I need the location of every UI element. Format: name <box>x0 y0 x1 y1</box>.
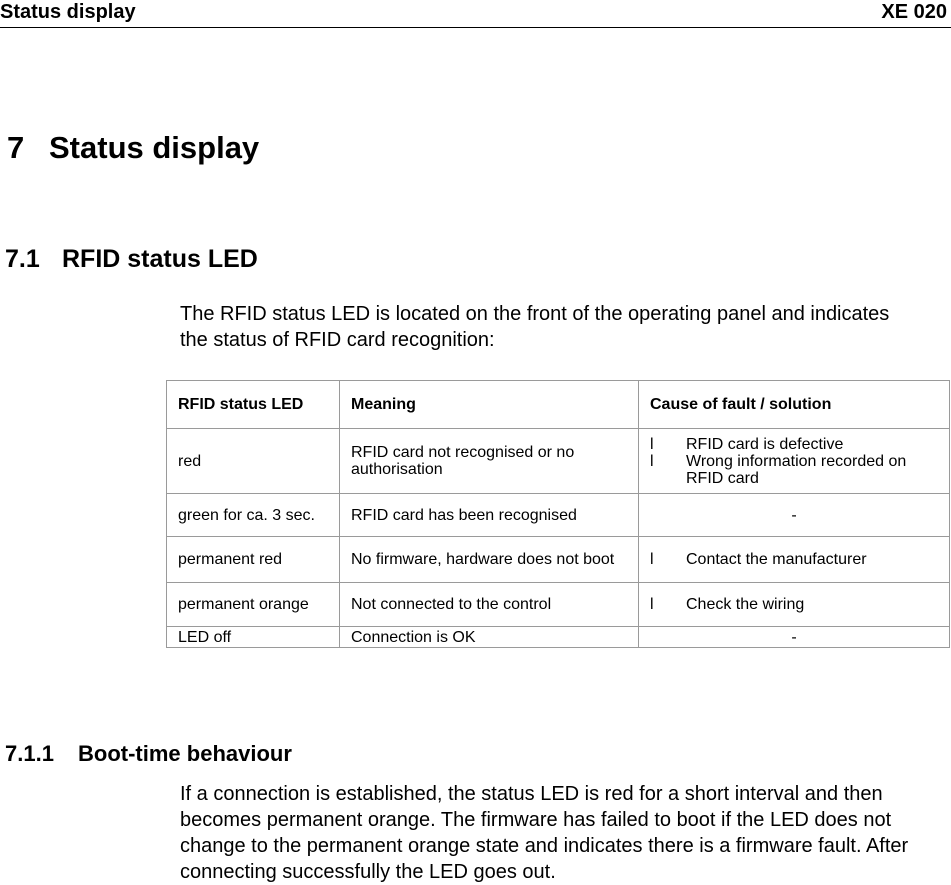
boot-behaviour-paragraph: If a connection is established, the status LED is red for a short interval and then becomes permanent orange. The firmware has failed to boot if the LED does not change to the permanent orange state and indicates there is a firmware fault. After connecting successfully the LED goes out. <box>180 783 909 883</box>
table-cell-status: permanent orange <box>167 583 340 627</box>
table-cell-meaning: Connection is OK <box>340 627 639 648</box>
bullet-text: RFID card is defective <box>686 435 844 453</box>
subsubsection-heading <box>5 740 292 767</box>
table-cell-status: red <box>167 429 340 494</box>
subsection-title: RFID status LED <box>62 245 258 273</box>
table-cell-meaning: Not connected to the control <box>340 583 639 627</box>
table-cell-status: green for ca. 3 sec. <box>167 494 340 537</box>
bullet-marker: l <box>650 452 654 470</box>
table-cell-cause <box>639 583 950 627</box>
table-row <box>167 429 950 494</box>
table-cell-meaning: No firmware, hardware does not boot <box>340 537 639 583</box>
header-chapter-title: Status display <box>0 1 136 23</box>
table-row <box>167 494 950 537</box>
subsection-number: 7.1 <box>5 245 40 273</box>
bullet-item <box>650 551 938 568</box>
subsubsection-title: Boot-time behaviour <box>78 741 292 766</box>
bullet-text: Contact the manufacturer <box>686 551 867 568</box>
bullet-item <box>650 596 938 613</box>
led-status-table <box>166 380 950 648</box>
table-header-cause: Cause of fault / solution <box>639 381 950 429</box>
intro-paragraph: The RFID status LED is located on the front of the operating panel and indicates the status of RFID card recognition: <box>180 303 890 351</box>
table-row <box>167 627 950 648</box>
table-row <box>167 583 950 627</box>
section-title: Status display <box>49 130 260 165</box>
table-cell-status: permanent red <box>167 537 340 583</box>
table-cell-cause <box>639 429 950 494</box>
section-number: 7 <box>7 130 25 165</box>
section-heading <box>7 130 259 166</box>
table-cell-status: LED off <box>167 627 340 648</box>
table-cell-cause: - <box>639 627 950 648</box>
table-header-row <box>167 381 950 429</box>
table-cell-cause <box>639 537 950 583</box>
table-row <box>167 537 950 583</box>
bullet-marker: l <box>650 435 654 453</box>
subsubsection-number: 7.1.1 <box>5 741 54 766</box>
subsection-heading <box>5 244 258 274</box>
table-header-status: RFID status LED <box>167 381 340 429</box>
bullet-marker: l <box>650 551 654 568</box>
bullet-marker: l <box>650 596 654 613</box>
header-document-code: XE 020 <box>881 1 947 23</box>
table-cell-cause: - <box>639 494 950 537</box>
page-header <box>0 0 951 28</box>
bullet-text: Wrong information recorded on RFID card <box>686 452 907 487</box>
table-cell-meaning: RFID card not recognised or no authorisation <box>340 429 639 494</box>
bullet-item <box>650 453 938 487</box>
bullet-item <box>650 436 938 453</box>
bullet-text: Check the wiring <box>686 596 805 613</box>
table-cell-meaning: RFID card has been recognised <box>340 494 639 537</box>
table-header-meaning: Meaning <box>340 381 639 429</box>
